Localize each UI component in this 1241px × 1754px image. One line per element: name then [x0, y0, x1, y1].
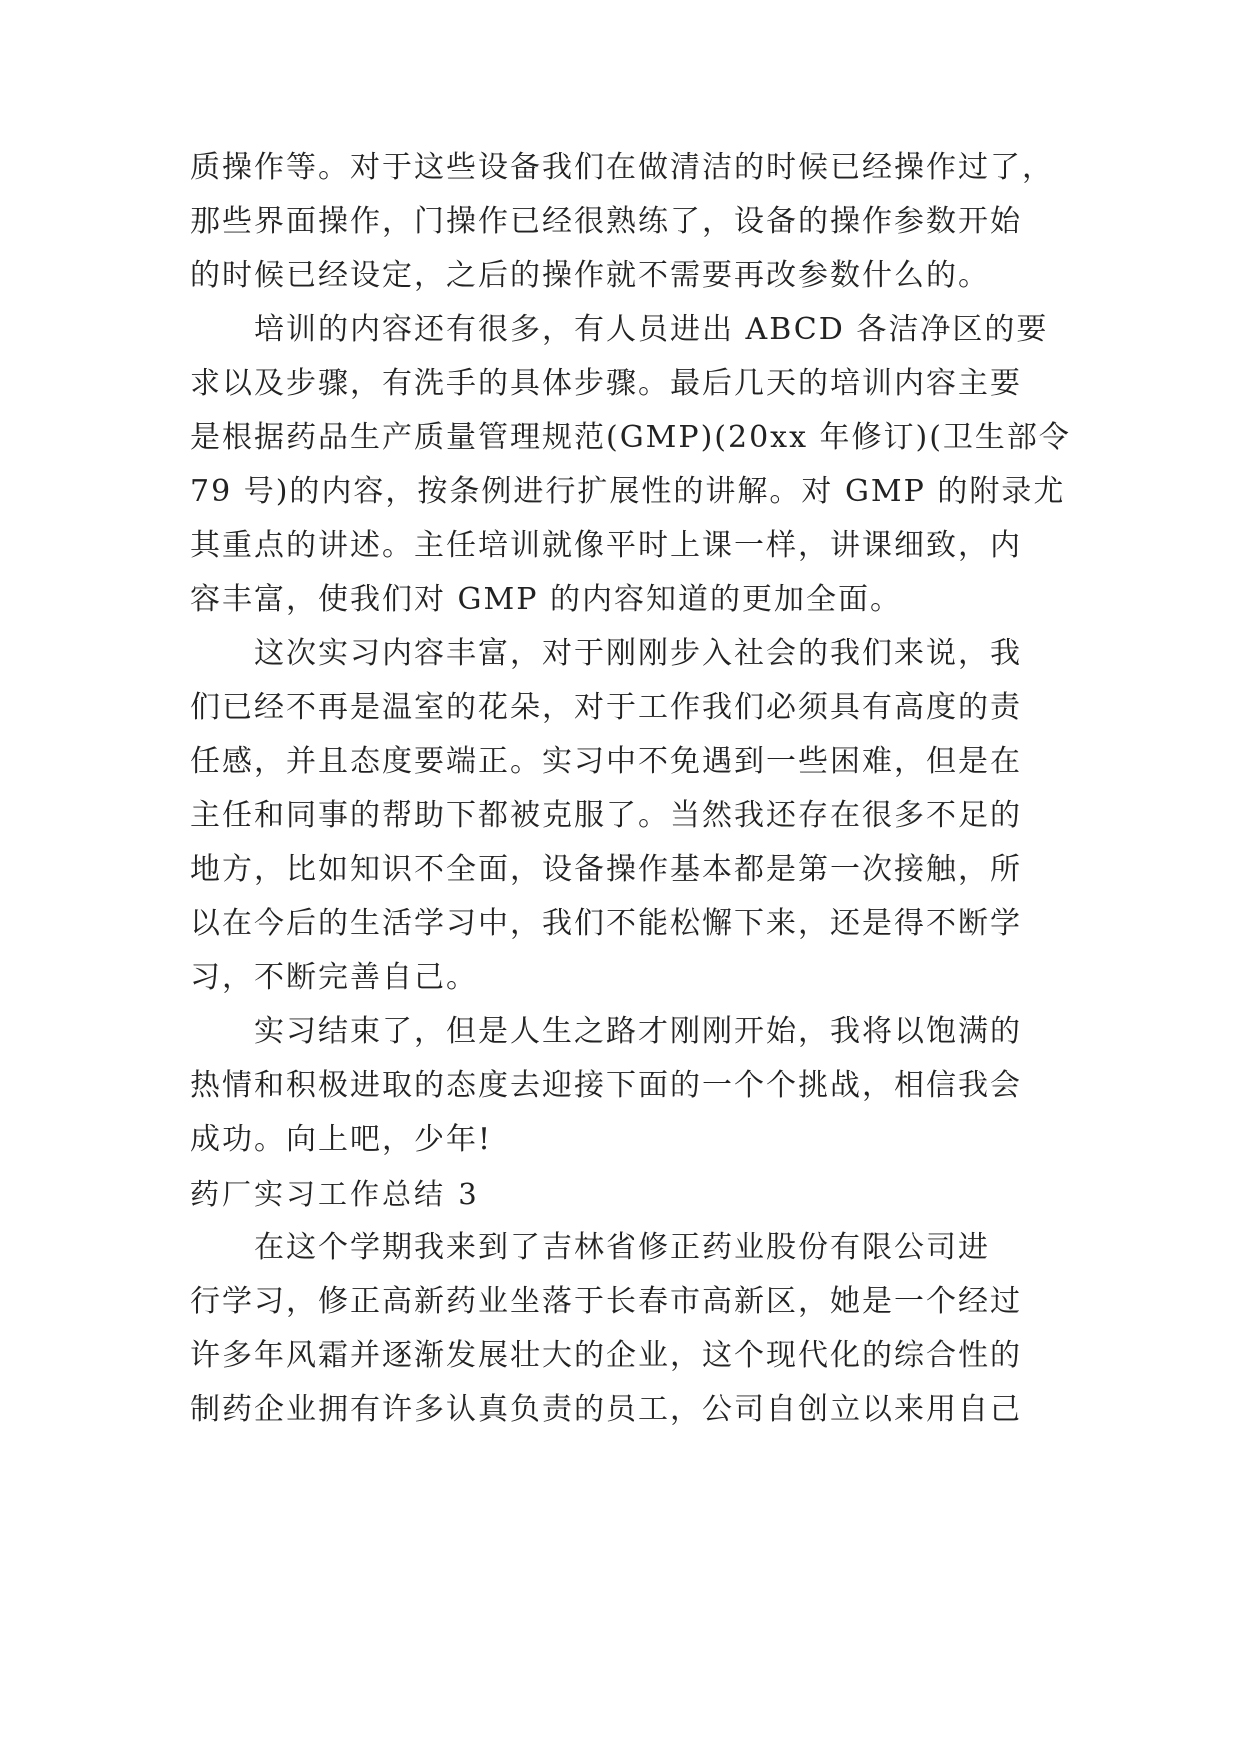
text-line: 成功。向上吧，少年!	[190, 1122, 493, 1157]
text-line: 质操作等。对于这些设备我们在做清洁的时候已经操作过了，	[190, 150, 1054, 185]
text-line: 其重点的讲述。主任培训就像平时上课一样，讲课细致，内	[190, 528, 1022, 563]
text-line: 任感，并且态度要端正。实习中不免遇到一些困难，但是在	[190, 744, 1022, 779]
text-line: 行学习，修正高新药业坐落于长春市高新区，她是一个经过	[190, 1284, 1022, 1319]
text-line: 是根据药品生产质量管理规范(GMP)(20xx 年修订)(卫生部令	[190, 420, 1071, 455]
text-line: 培训的内容还有很多，有人员进出 ABCD 各洁净区的要	[190, 312, 1049, 347]
text-line: 在这个学期我来到了吉林省修正药业股份有限公司进	[190, 1230, 990, 1265]
text-line: 地方，比如知识不全面，设备操作基本都是第一次接触，所	[190, 852, 1022, 887]
text-line: 容丰富，使我们对 GMP 的内容知道的更加全面。	[190, 582, 902, 617]
text-line: 79 号)的内容，按条例进行扩展性的讲解。对 GMP 的附录尤	[190, 474, 1066, 509]
text-line: 习，不断完善自己。	[190, 960, 478, 995]
text-line: 热情和积极进取的态度去迎接下面的一个个挑战，相信我会	[190, 1068, 1022, 1103]
text-line: 许多年风霜并逐渐发展壮大的企业，这个现代化的综合性的	[190, 1338, 1022, 1373]
section-heading: 药厂实习工作总结 3	[190, 1177, 480, 1211]
text-line: 的时候已经设定，之后的操作就不需要再改参数什么的。	[190, 258, 990, 293]
text-line: 主任和同事的帮助下都被克服了。当然我还存在很多不足的	[190, 798, 1022, 833]
text-line: 们已经不再是温室的花朵，对于工作我们必须具有高度的责	[190, 690, 1022, 725]
text-line: 这次实习内容丰富，对于刚刚步入社会的我们来说，我	[190, 636, 1022, 671]
text-line: 实习结束了，但是人生之路才刚刚开始，我将以饱满的	[190, 1014, 1022, 1049]
text-line: 那些界面操作，门操作已经很熟练了，设备的操作参数开始	[190, 204, 1022, 239]
text-line: 以在今后的生活学习中，我们不能松懈下来，还是得不断学	[190, 906, 1022, 941]
text-line: 求以及步骤，有洗手的具体步骤。最后几天的培训内容主要	[190, 366, 1022, 401]
text-line: 制药企业拥有许多认真负责的员工，公司自创立以来用自己	[190, 1392, 1022, 1427]
